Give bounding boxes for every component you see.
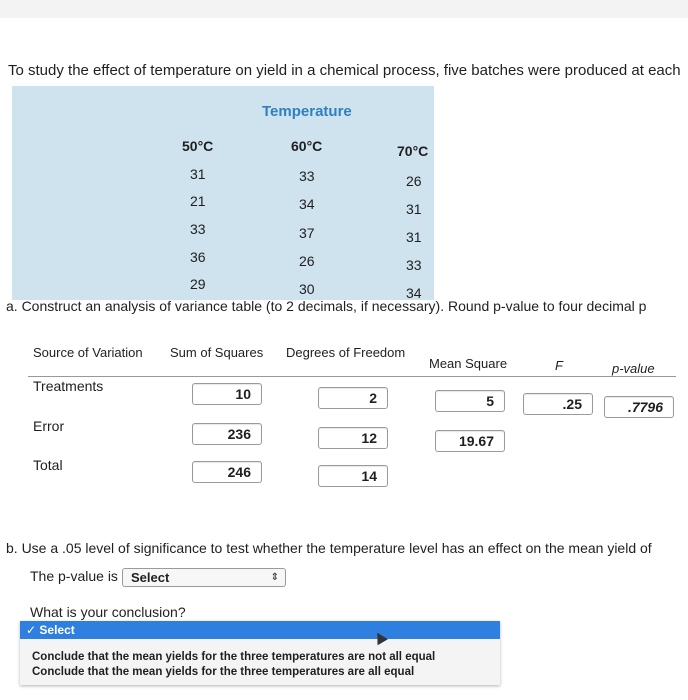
anova-header-pvalue: p-value xyxy=(612,361,655,376)
anova-header-source: Source of Variation xyxy=(33,345,143,360)
error-df-input[interactable]: 12 xyxy=(318,427,388,449)
question-b: b. Use a .05 level of significance to test whether the temperature level has an effect on the mean yield of xyxy=(6,540,652,556)
cell-r2-c3: 31 xyxy=(406,201,422,217)
cell-r1-c3: 26 xyxy=(406,173,422,189)
cell-r2-c1: 21 xyxy=(190,193,206,209)
intro-text: To study the effect of temperature on yield in a chemical process, five batches were produced at each xyxy=(8,62,681,79)
treatments-f-input[interactable]: .25 xyxy=(523,393,593,415)
row-label-treatments: Treatments xyxy=(33,378,104,394)
cell-r4-c1: 36 xyxy=(190,249,206,265)
top-strip xyxy=(0,0,688,18)
total-ss-input[interactable]: 246 xyxy=(192,461,262,483)
cell-r4-c2: 26 xyxy=(299,253,315,269)
pvalue-select[interactable] xyxy=(122,568,286,587)
treatments-ss-input[interactable]: 10 xyxy=(192,383,262,405)
treatments-pvalue-input[interactable]: .7796 xyxy=(604,396,674,418)
cell-r5-c1: 29 xyxy=(190,276,206,292)
anova-header-ss: Sum of Squares xyxy=(170,345,264,360)
anova-header-ms: Mean Square xyxy=(429,356,508,371)
conclusion-dropdown-menu[interactable] xyxy=(20,621,500,685)
anova-header-df: Degrees of Freedom xyxy=(286,345,406,360)
row-label-total: Total xyxy=(33,457,63,473)
conclusion-prompt: What is your conclusion? xyxy=(30,604,186,620)
cell-r5-c2: 30 xyxy=(299,281,315,297)
total-df-input[interactable]: 14 xyxy=(318,465,388,487)
dropdown-option-select-label: ✓ Select xyxy=(26,623,75,637)
question-a: a. Construct an analysis of variance table (to 2 decimals, if necessary). Round p-value to four decimal p xyxy=(6,298,647,314)
row-label-error: Error xyxy=(33,418,65,434)
treatments-df-input[interactable]: 2 xyxy=(318,387,388,409)
pvalue-prompt: The p-value is xyxy=(30,568,118,584)
cell-r3-c3: 31 xyxy=(406,229,422,245)
temperature-table-panel xyxy=(12,86,434,300)
dropdown-option-not-all-equal[interactable]: Conclude that the mean yields for the three temperatures are not all equal xyxy=(32,651,436,663)
dropdown-option-select[interactable] xyxy=(20,621,500,639)
cell-r4-c3: 33 xyxy=(406,257,422,273)
header-70c: 70°C xyxy=(397,143,429,159)
treatments-ms-input[interactable]: 5 xyxy=(435,390,505,412)
cell-r2-c2: 34 xyxy=(299,196,315,212)
error-ss-input[interactable]: 236 xyxy=(192,423,262,445)
anova-header-f: F xyxy=(555,358,563,373)
cell-r5-c3: 34 xyxy=(406,285,422,301)
dropdown-option-all-equal[interactable]: Conclude that the mean yields for the three temperatures are all equal xyxy=(32,666,415,678)
cell-r1-c2: 33 xyxy=(299,168,315,184)
temperature-title: Temperature xyxy=(262,103,352,120)
header-50c: 50°C xyxy=(182,138,214,154)
cell-r3-c1: 33 xyxy=(190,221,206,237)
header-60c: 60°C xyxy=(291,138,323,154)
pvalue-select-value: Select xyxy=(131,570,170,585)
select-arrows-icon: ⇕ xyxy=(270,572,279,583)
cell-r3-c2: 37 xyxy=(299,225,315,241)
anova-divider xyxy=(28,376,676,377)
cell-r1-c1: 31 xyxy=(190,166,206,182)
error-ms-input[interactable]: 19.67 xyxy=(435,430,505,452)
